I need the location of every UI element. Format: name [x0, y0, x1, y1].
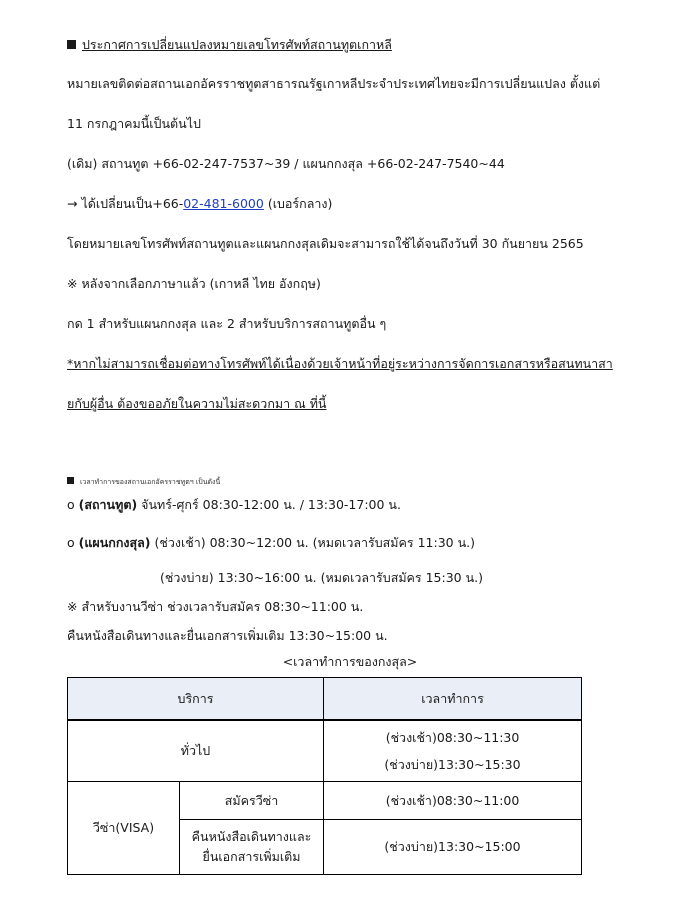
visa-note: ※ สำหรับงานวีซ่า ช่วงเวลารับสมัคร 08:30~11:00 น. [67, 599, 364, 614]
embassy-hours-text: จันทร์-ศุกร์ 08:30-12:00 น. / 13:30-17:00 น. [137, 497, 401, 512]
consular-afternoon-hours: (ช่วงบ่าย) 13:30~16:00 น. (หมดเวลารับสมัคร 15:30 น.) [160, 570, 483, 585]
consular-hours-table [67, 677, 582, 875]
notice-line-9: ยกับผู้อื่น ต้องขออภัยในความไม่สะดวกมา ณ ที่นี้ [67, 396, 327, 411]
notice-line-4 [67, 196, 332, 212]
consular-hours-table-title: <เวลาทำการของกงสุล> [282, 654, 418, 669]
visa-apply-time: (ช่วงเช้า)08:30~11:00 [324, 782, 582, 820]
new-phone-number-link[interactable]: 02-481-6000 [183, 196, 264, 211]
general-times [324, 720, 582, 782]
general-service: ทั่วไป [68, 720, 324, 782]
consular-label: (แผนกกงสุล) [78, 535, 151, 550]
notice-line-7: กด 1 สำหรับแผนกกงสุล และ 2 สำหรับบริการสถานทูตอื่น ๆ [67, 316, 387, 331]
square-bullet-icon [67, 477, 74, 484]
notice-line-6: ※ หลังจากเลือกภาษาแล้ว (เกาหลี ไทย อังกฤษ) [67, 276, 321, 291]
new-number-prefix: → ได้เปลี่ยนเป็น+66- [67, 196, 184, 211]
visa-service: วีซ่า(VISA) [68, 782, 180, 875]
square-bullet-icon [67, 40, 76, 49]
circle-bullet-icon: o [67, 497, 79, 512]
new-number-suffix: (เบอร์กลาง) [263, 196, 333, 211]
notice-heading-text: ประกาศการเปลี่ยนแปลงหมายเลขโทรศัพท์สถานทูตเกาหลี [82, 37, 392, 52]
visa-return-line-1: คืนหนังสือเดินทางและ [191, 829, 312, 844]
circle-bullet-icon: o [67, 535, 79, 550]
general-morning-time: (ช่วงเช้า)08:30~11:30 [385, 730, 520, 745]
hours-heading [67, 472, 220, 490]
general-afternoon-time: (ช่วงบ่าย)13:30~15:30 [384, 757, 521, 772]
visa-apply-service: สมัครวีซ่า [180, 782, 324, 820]
visa-return-service [180, 820, 324, 875]
notice-line-3: (เดิม) สถานทูต +66-02-247-7537~39 / แผนกกงสุล +66-02-247-7540~44 [67, 156, 505, 171]
header-service: บริการ [68, 678, 324, 721]
table-row-general [68, 720, 582, 782]
table-header-row [68, 678, 582, 721]
visa-return-time: (ช่วงบ่าย)13:30~15:00 [324, 820, 582, 875]
notice-heading [67, 37, 392, 53]
consular-morning-text: (ช่วงเช้า) 08:30~12:00 น. (หมดเวลารับสมัคร 11:30 น.) [150, 535, 475, 550]
notice-line-5: โดยหมายเลขโทรศัพท์สถานทูตและแผนกกงสุลเดิมจะสามารถใช้ได้จนถึงวันที่ 30 กันยายน 2565 [67, 236, 584, 251]
consular-morning-hours [67, 535, 475, 551]
notice-line-1: หมายเลขติดต่อสถานเอกอัครราชทูตสาธารณรัฐเกาหลีประจำประเทศไทยจะมีการเปลี่ยนแปลง ตั้งแต่ [67, 76, 601, 91]
table-row-visa-apply [68, 782, 582, 820]
embassy-label: (สถานทูต) [78, 497, 138, 512]
notice-line-8: *หากไม่สามารถเชื่อมต่อทางโทรศัพท์ได้เนื่องด้วยเจ้าหน้าที่อยู่ระหว่างการจัดการเอกสารหรือสนทนาสา [67, 356, 613, 371]
notice-line-2: 11 กรกฎาคมนี้เป็นต้นไป [67, 116, 201, 131]
hours-heading-text: เวลาทำการของสถานเอกอัครราชทูตฯ เป็นดังนี้ [80, 478, 221, 486]
passport-note: คืนหนังสือเดินทางและยื่นเอกสารเพิ่มเติม 13:30~15:00 น. [67, 628, 388, 643]
visa-return-line-2: ยื่นเอกสารเพิ่มเติม [202, 849, 301, 864]
header-time: เวลาทำการ [324, 678, 582, 721]
embassy-hours [67, 497, 401, 513]
